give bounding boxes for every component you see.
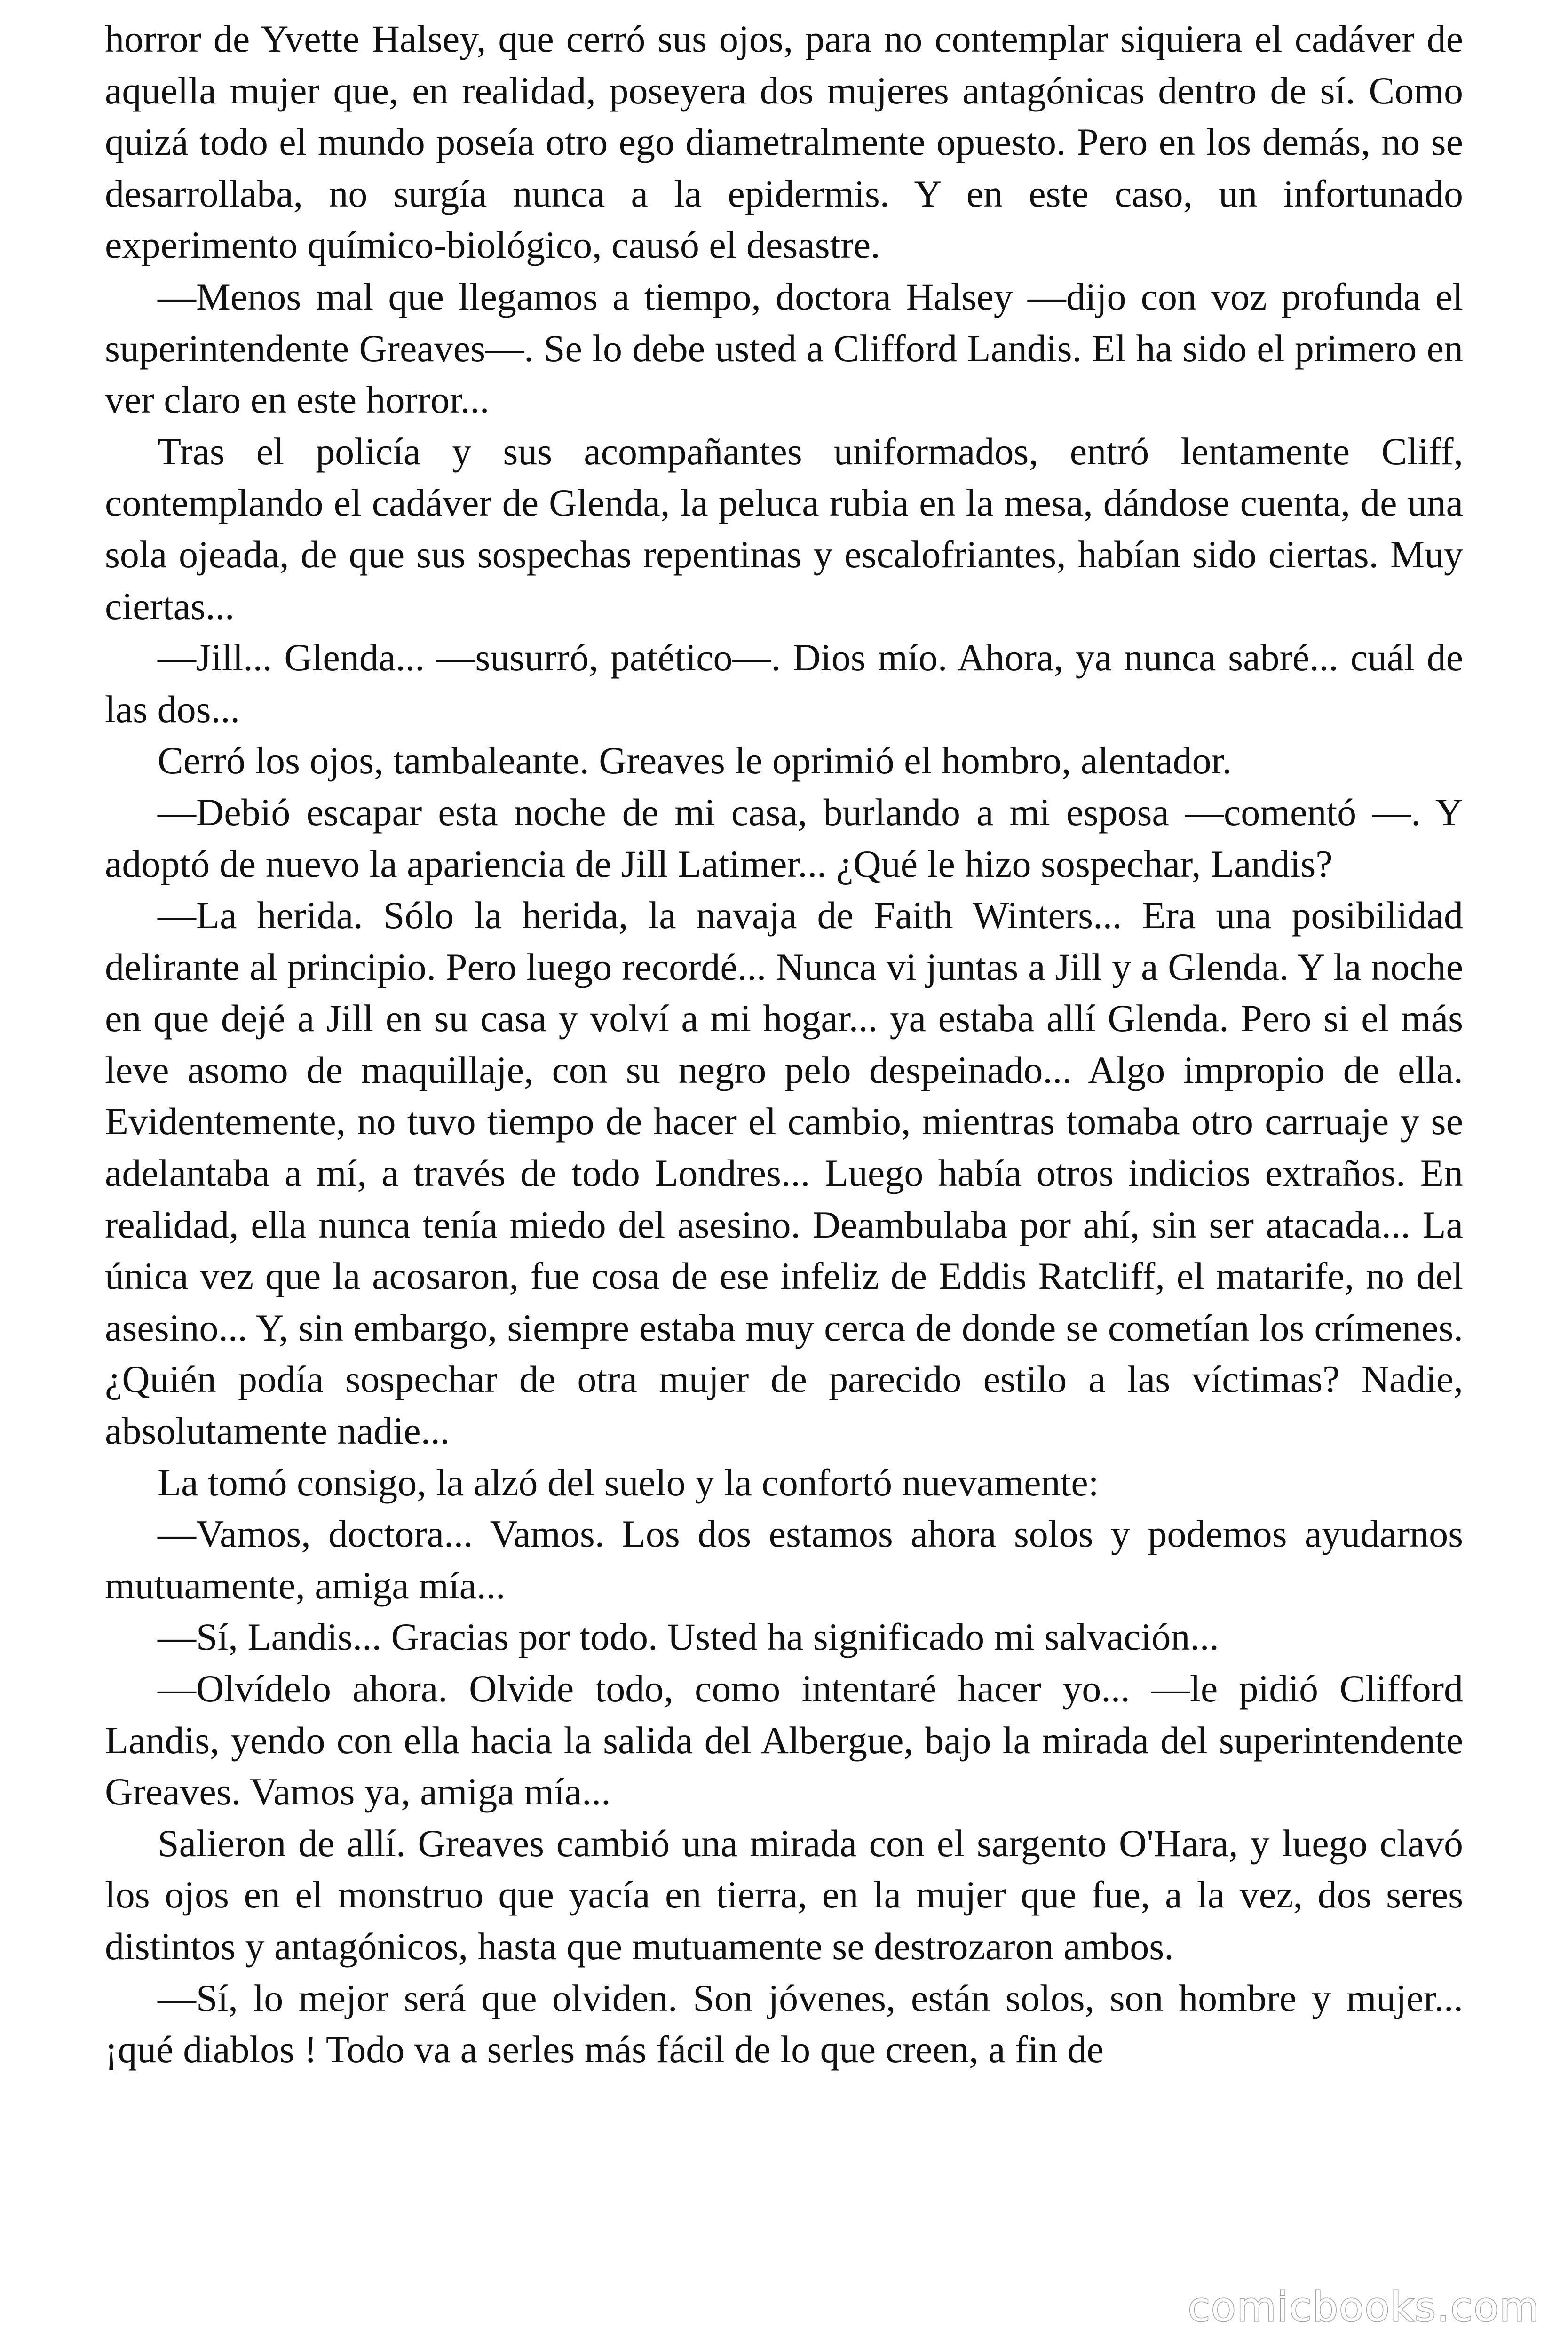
paragraph: La tomó consigo, la alzó del suelo y la confortó nuevamente: (158, 1461, 1099, 1504)
paragraph: horror de Yvette Halsey, que cerró sus ojos, para no contemplar siquiera el cadáver de aquella mujer que, en realidad, poseyera dos mujeres antagónicas dentro de sí. Como quizá todo el mundo poseía otro ego diametralmente opuesto. Pero en los demás, no se desarrollaba, no surgía nunca a la epidermis. Y en este caso, un infortunado experimento químico-biológico, causó el desastre. (105, 17, 1463, 267)
text-column (105, 13, 1463, 2075)
paragraph: —Sí, Landis... Gracias por todo. Usted ha significado mi salvación... (158, 1615, 1219, 1659)
paragraph: —La herida. Sólo la herida, la navaja de Faith Winters... Era una posibilidad delirante al principio. Pero luego recordé... Nunca vi juntas a Jill y a Glenda. Y la noche en que dejé a Jill en su casa y volví a mi hogar... ya estaba allí Glenda. Pero si el más leve asomo de maquillaje, con su negro pelo despeinado... Algo impropio de ella. Evidentemente, no tuvo tiempo de hacer el cambio, mientras tomaba otro carruaje y se adelantaba a mí, a través de todo Londres... Luego había otros indicios extraños. En realidad, ella nunca tenía miedo del asesino. Deambulaba por ahí, sin ser atacada... La única vez que la acosaron, fue cosa de ese infeliz de Eddis Ratcliff, el matarife, no del asesino... Y, sin embargo, siempre estaba muy cerca de donde se cometían los crímenes. ¿Quién podía sospechar de otra mujer de parecido estilo a las víctimas? Nadie, absolutamente nadie... (105, 894, 1463, 1453)
watermark: comicbooks.com (1188, 2284, 1540, 2331)
paragraph: —Debió escapar esta noche de mi casa, burlando a mi esposa —comentó —. Y adoptó de nuevo la apariencia de Jill Latimer... ¿Qué le hizo sospechar, Landis? (105, 790, 1463, 885)
paragraph: Cerró los ojos, tambaleante. Greaves le oprimió el hombro, alentador. (158, 739, 1232, 782)
paragraph: Salieron de allí. Greaves cambió una mirada con el sargento O'Hara, y luego clavó los ojos en el monstruo que yacía en tierra, en la mujer que fue, a la vez, dos seres distintos y antagónicos, hasta que mutuamente se destrozaron ambos. (105, 1821, 1463, 1968)
paragraph: —Menos mal que llegamos a tiempo, doctora Halsey —dijo con voz profunda el superintendente Greaves—. Se lo debe usted a Clifford Landis. El ha sido el primero en ver claro en este horror... (105, 275, 1463, 421)
paragraph: Tras el policía y sus acompañantes uniformados, entró lentamente Cliff, contemplando el cadáver de Glenda, la peluca rubia en la mesa, dándose cuenta, de una sola ojeada, de que sus sospechas repentinas y escalofriantes, habían sido ciertas. Muy ciertas... (105, 429, 1463, 628)
paragraph: —Sí, lo mejor será que olviden. Son jóvenes, están solos, son hombre y mujer... ¡qué diablos ! Todo va a serles más fácil de lo que creen, a fin de (105, 1976, 1463, 2071)
paragraph: —Jill... Glenda... —susurró, patético—. Dios mío. Ahora, ya nunca sabré... cuál de las dos... (105, 636, 1463, 731)
paragraph: —Olvídelo ahora. Olvide todo, como intentaré hacer yo... —le pidió Clifford Landis, yendo con ella hacia la salida del Albergue, bajo la mirada del superintendente Greaves. Vamos ya, amiga mía... (105, 1667, 1463, 1813)
paragraph: —Vamos, doctora... Vamos. Los dos estamos ahora solos y podemos ayudarnos mutuamente, amiga mía... (105, 1512, 1463, 1607)
